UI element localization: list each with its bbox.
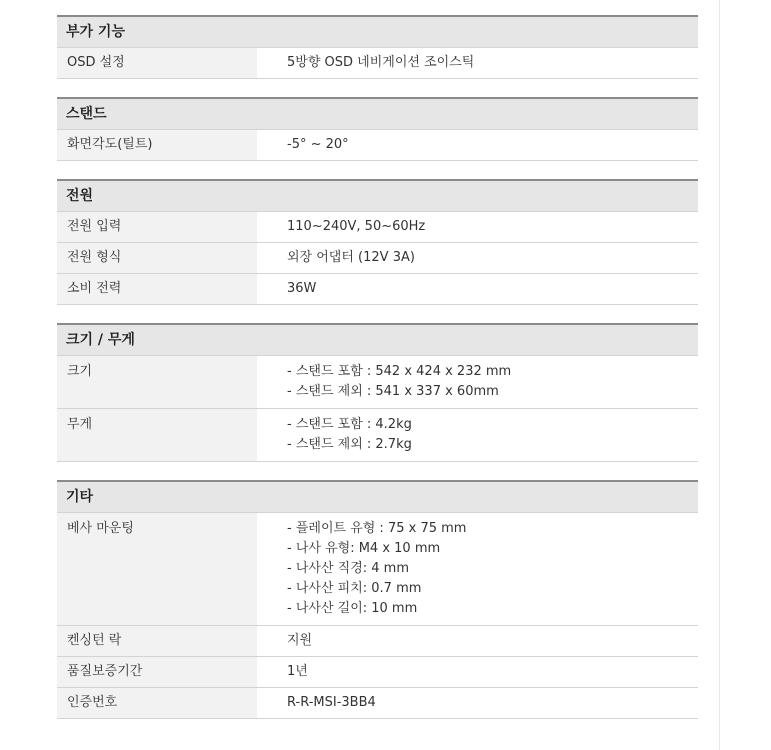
section-etc (57, 480, 698, 719)
spec-value (257, 513, 698, 625)
spec-value (257, 48, 698, 78)
spec-row-power-input (57, 211, 698, 242)
spec-value-line: 1년 (287, 664, 308, 679)
spec-row-osd (57, 47, 698, 79)
spec-value (257, 409, 698, 461)
spec-value-line: - 스탠드 제외 : 2.7kg (287, 437, 412, 452)
section-extra-features (57, 15, 698, 79)
spec-value-line: -5° ~ 20° (287, 137, 349, 152)
spec-value-line: 110~240V, 50~60Hz (287, 219, 426, 234)
spec-value (257, 688, 698, 718)
spec-value (257, 657, 698, 687)
spec-value (257, 212, 698, 242)
section-title: 스탠드 (57, 97, 698, 129)
spec-value-line: - 플레이트 유형 : 75 x 75 mm (287, 521, 467, 536)
spec-row-warranty (57, 656, 698, 687)
spec-label: 화면각도(틸트) (57, 130, 257, 160)
spec-value (257, 243, 698, 273)
spec-label: 베사 마운팅 (57, 513, 257, 625)
section-size-weight (57, 323, 698, 462)
spec-value (257, 626, 698, 656)
section-title: 부가 기능 (57, 15, 698, 47)
spec-row-size (57, 355, 698, 408)
spec-value-line: 지원 (287, 633, 313, 648)
spec-label: 켄싱턴 락 (57, 626, 257, 656)
section-power (57, 179, 698, 305)
spec-label: OSD 설정 (57, 48, 257, 78)
section-title: 크기 / 무게 (57, 323, 698, 355)
spec-label: 전원 형식 (57, 243, 257, 273)
spec-row-vesa (57, 512, 698, 625)
spec-row-power-consumption (57, 273, 698, 305)
spec-sheet (57, 15, 698, 737)
section-title: 기타 (57, 480, 698, 512)
spec-label: 전원 입력 (57, 212, 257, 242)
spec-label: 무게 (57, 409, 257, 461)
spec-value-line: 외장 어댑터 (12V 3A) (287, 250, 415, 265)
page-edge-divider (719, 0, 720, 750)
spec-row-certification (57, 687, 698, 719)
section-title: 전원 (57, 179, 698, 211)
spec-value-line: - 스탠드 포함 : 4.2kg (287, 417, 412, 432)
spec-row-weight (57, 408, 698, 462)
spec-value-line: 5방향 OSD 네비게이션 조이스틱 (287, 55, 475, 70)
spec-label: 소비 전력 (57, 274, 257, 304)
spec-value-line: - 나사산 길이: 10 mm (287, 601, 418, 616)
spec-value-line: - 스탠드 제외 : 541 x 337 x 60mm (287, 384, 499, 399)
spec-value-line: - 스탠드 포함 : 542 x 424 x 232 mm (287, 364, 512, 379)
spec-value-line: - 나사산 피치: 0.7 mm (287, 581, 422, 596)
spec-label: 인증번호 (57, 688, 257, 718)
spec-row-power-type (57, 242, 698, 273)
spec-label: 크기 (57, 356, 257, 408)
spec-value-line: - 나사 유형: M4 x 10 mm (287, 541, 441, 556)
section-stand (57, 97, 698, 161)
spec-value-line: R-R-MSI-3BB4 (287, 695, 376, 710)
spec-value-line: 36W (287, 281, 317, 296)
spec-value (257, 356, 698, 408)
spec-value (257, 130, 698, 160)
spec-label: 품질보증기간 (57, 657, 257, 687)
spec-row-kensington (57, 625, 698, 656)
spec-value (257, 274, 698, 304)
spec-row-tilt (57, 129, 698, 161)
spec-value-line: - 나사산 직경: 4 mm (287, 561, 409, 576)
